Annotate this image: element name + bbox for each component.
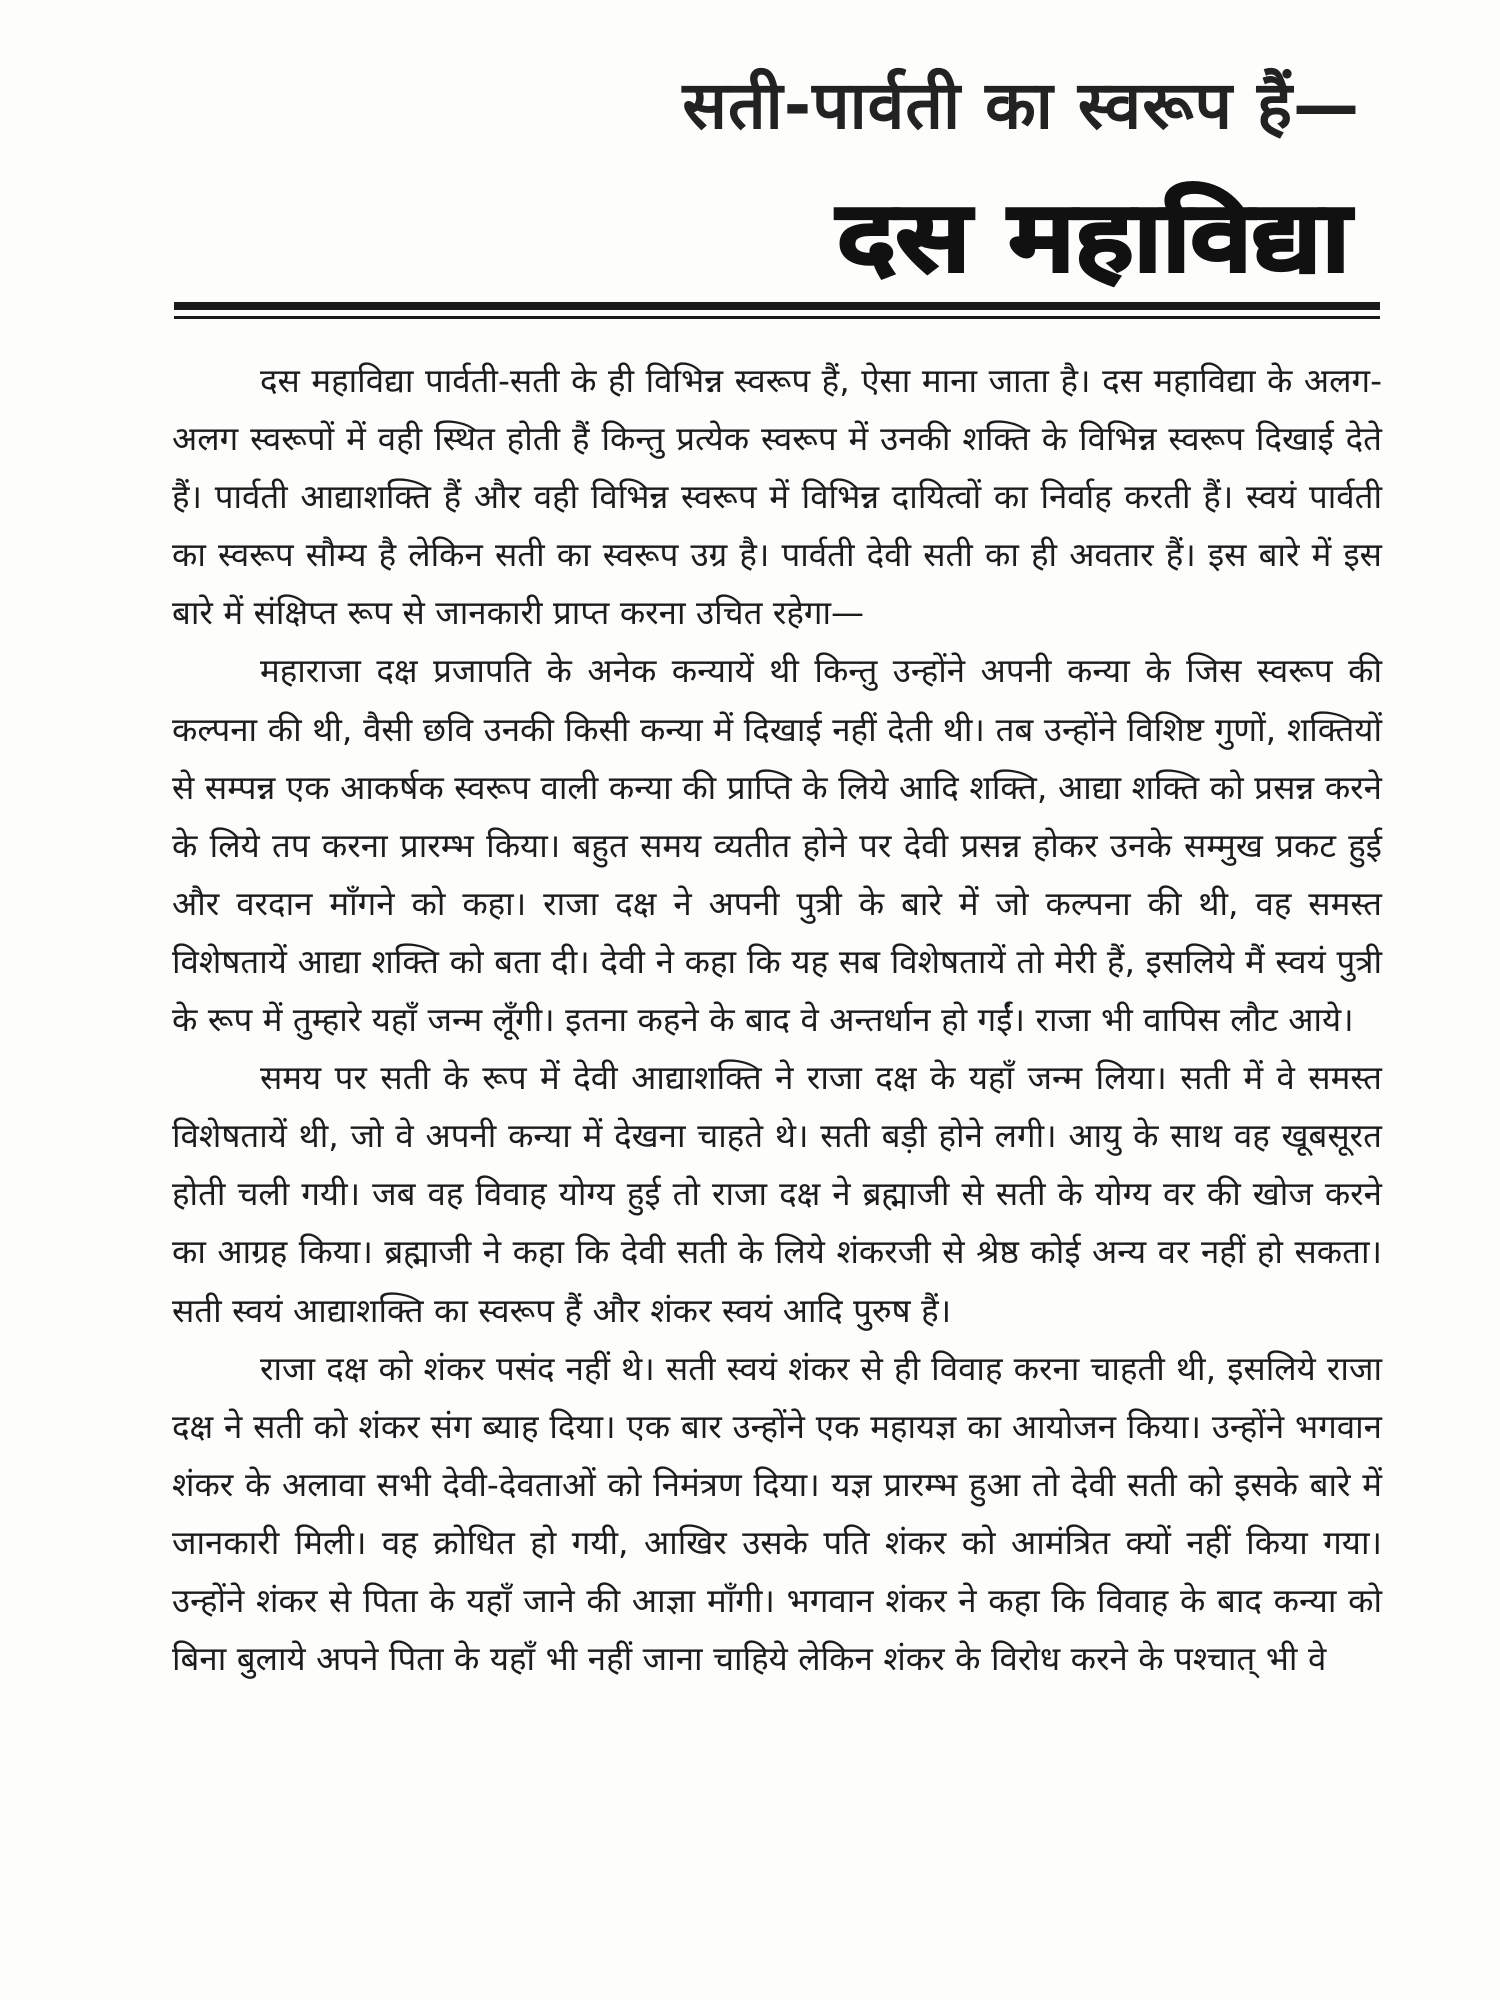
- chapter-body: [172, 352, 1382, 1688]
- paragraph: महाराजा दक्ष प्रजापति के अनेक कन्यायें थी किन्तु उन्होंने अपनी कन्या के जिस स्वरूप की कल्पना की थी, वैसी छवि उनकी किसी कन्या में दिखाई नहीं देती थी। तब उन्होंने विशिष्ट गुणों, शक्तियों से सम्पन्न एक आकर्षक स्वरूप वाली कन्या की प्राप्ति के लिये आदि शक्ति, आद्या शक्ति को प्रसन्न करने के लिये तप करना प्रारम्भ किया। बहुत समय व्यतीत होने पर देवी प्रसन्न होकर उनके सम्मुख प्रकट हुई और वरदान माँगने को कहा। राजा दक्ष ने अपनी पुत्री के बारे में जो कल्पना की थी, वह समस्त विशेषतायें आद्या शक्ति को बता दी। देवी ने कहा कि यह सब विशेषतायें तो मेरी हैं, इसलिये मैं स्वयं पुत्री के रूप में तुम्हारे यहाँ जन्म लूँगी। इतना कहने के बाद वे अन्तर्धान हो गईं। राजा भी वापिस लौट आये।: [172, 651, 1382, 1040]
- header-divider-thin: [174, 316, 1380, 319]
- header-divider-thick: [174, 302, 1380, 310]
- paragraph: समय पर सती के रूप में देवी आद्याशक्ति ने राजा दक्ष के यहाँ जन्म लिया। सती में वे समस्त विशेषतायें थी, जो वे अपनी कन्या में देखना चाहते थे। सती बड़ी होने लगी। आयु के साथ वह खूबसूरत होती चली गयी। जब वह विवाह योग्य हुई तो राजा दक्ष ने ब्रह्माजी से सती के योग्य वर की खोज करने का आग्रह किया। ब्रह्माजी ने कहा कि देवी सती के लिये शंकरजी से श्रेष्ठ कोई अन्य वर नहीं हो सकता। सती स्वयं आद्याशक्ति का स्वरूप हैं और शंकर स्वयं आदि पुरुष हैं।: [172, 1058, 1382, 1330]
- paragraph: दस महाविद्या पार्वती-सती के ही विभिन्न स्वरूप हैं, ऐसा माना जाता है। दस महाविद्या के अलग-अलग स्वरूपों में वही स्थित होती हैं किन्तु प्रत्येक स्वरूप में उनकी शक्ति के विभिन्न स्वरूप दिखाई देते हैं। पार्वती आद्याशक्ति हैं और वही विभिन्न स्वरूप में विभिन्न दायित्वों का निर्वाह करती हैं। स्वयं पार्वती का स्वरूप सौम्य है लेकिन सती का स्वरूप उग्र है। पार्वती देवी सती का ही अवतार हैं। इस बारे में इस बारे में संक्षिप्त रूप से जानकारी प्राप्त करना उचित रहेगा—: [172, 361, 1382, 633]
- chapter-title: दस महाविद्या: [836, 181, 1350, 293]
- chapter-subtitle: सती-पार्वती का स्वरूप हैं—: [682, 67, 1360, 144]
- paragraph: राजा दक्ष को शंकर पसंद नहीं थे। सती स्वयं शंकर से ही विवाह करना चाहती थी, इसलिये राजा दक्ष ने सती को शंकर संग ब्याह दिया। एक बार उन्होंने एक महायज्ञ का आयोजन किया। उन्होंने भगवान शंकर के अलावा सभी देवी-देवताओं को निमंत्रण दिया। यज्ञ प्रारम्भ हुआ तो देवी सती को इसके बारे में जानकारी मिली। वह क्रोधित हो गयी, आखिर उसके पति शंकर को आमंत्रित क्यों नहीं किया गया। उन्होंने शंकर से पिता के यहाँ जाने की आज्ञा माँगी। भगवान शंकर ने कहा कि विवाह के बाद कन्या को बिना बुलाये अपने पिता के यहाँ भी नहीं जाना चाहिये लेकिन शंकर के विरोध करने के पश्चात् भी वे: [172, 1348, 1382, 1679]
